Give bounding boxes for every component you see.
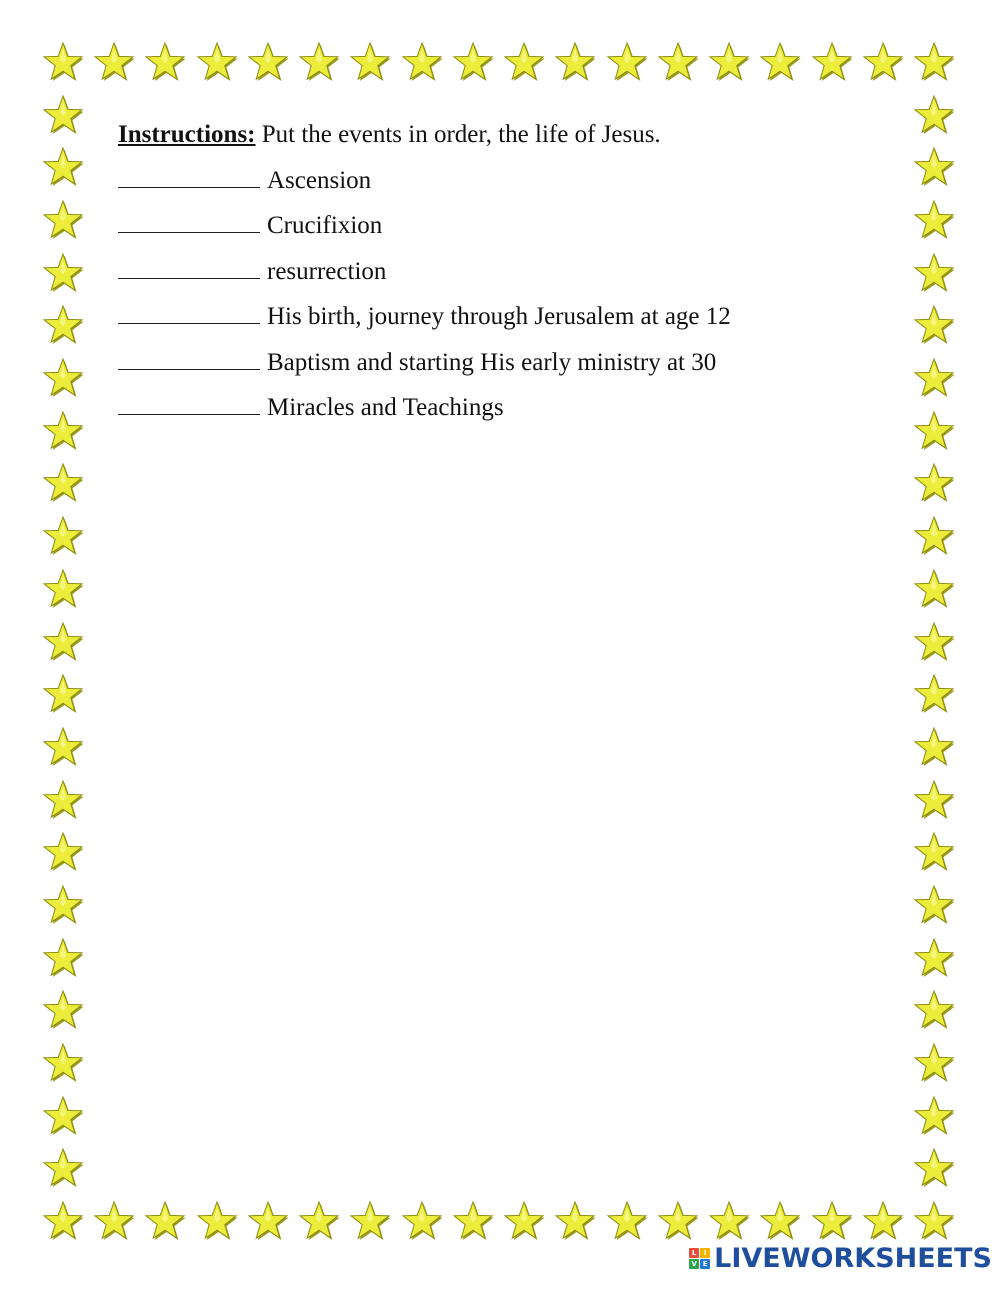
- answer-blank[interactable]: [118, 166, 260, 188]
- star-icon: [758, 1200, 802, 1244]
- star-icon: [912, 410, 956, 454]
- event-label: Crucifixion: [267, 212, 383, 239]
- star-icon: [707, 1200, 751, 1244]
- star-icon: [912, 884, 956, 928]
- star-icon: [451, 1200, 495, 1244]
- list-item: [118, 158, 898, 204]
- instructions-label: Instructions:: [118, 121, 256, 148]
- star-icon: [502, 41, 546, 85]
- star-icon: [195, 41, 239, 85]
- star-icon: [912, 357, 956, 401]
- star-icon: [912, 252, 956, 296]
- answer-blank[interactable]: [118, 393, 260, 415]
- list-item: [118, 340, 898, 386]
- star-icon: [246, 41, 290, 85]
- star-icon: [912, 462, 956, 506]
- star-icon: [41, 146, 85, 190]
- star-icon: [41, 1095, 85, 1139]
- star-icon: [400, 41, 444, 85]
- star-icon: [195, 1200, 239, 1244]
- instructions-text: Put the events in order, the life of Jesus.: [255, 121, 661, 148]
- star-icon: [41, 1200, 85, 1244]
- star-icon: [41, 462, 85, 506]
- star-icon: [912, 146, 956, 190]
- star-icon: [912, 199, 956, 243]
- star-icon: [41, 357, 85, 401]
- star-icon: [41, 779, 85, 823]
- star-icon: [758, 41, 802, 85]
- star-icon: [41, 937, 85, 981]
- star-icon: [912, 568, 956, 612]
- star-icon: [451, 41, 495, 85]
- star-icon: [41, 252, 85, 296]
- star-icon: [41, 515, 85, 559]
- star-icon: [912, 94, 956, 138]
- star-icon: [553, 41, 597, 85]
- star-icon: [605, 1200, 649, 1244]
- star-icon: [41, 1147, 85, 1191]
- list-item: [118, 249, 898, 295]
- star-icon: [912, 1042, 956, 1086]
- star-icon: [912, 831, 956, 875]
- star-icon: [810, 41, 854, 85]
- star-icon: [41, 989, 85, 1033]
- event-label: Baptism and starting His early ministry at 30: [267, 348, 717, 376]
- star-icon: [861, 1200, 905, 1244]
- star-icon: [605, 41, 649, 85]
- star-icon: [41, 621, 85, 665]
- event-label: Miracles and Teachings: [267, 394, 504, 421]
- worksheet-content: [118, 112, 898, 431]
- star-icon: [41, 726, 85, 770]
- star-icon: [502, 1200, 546, 1244]
- list-item: [118, 294, 898, 340]
- list-item: [118, 385, 898, 431]
- star-icon: [143, 41, 187, 85]
- star-icon: [810, 1200, 854, 1244]
- event-label: His birth, journey through Jerusalem at age 12: [267, 303, 731, 330]
- star-icon: [912, 937, 956, 981]
- star-icon: [553, 1200, 597, 1244]
- star-icon: [92, 41, 136, 85]
- star-icon: [41, 199, 85, 243]
- star-icon: [912, 621, 956, 665]
- star-icon: [656, 41, 700, 85]
- star-icon: [861, 41, 905, 85]
- star-icon: [41, 831, 85, 875]
- star-icon: [297, 1200, 341, 1244]
- star-icon: [41, 41, 85, 85]
- logo-icon: L I V E: [689, 1248, 710, 1269]
- answer-blank[interactable]: [118, 211, 260, 233]
- star-icon: [41, 304, 85, 348]
- answer-blank[interactable]: [118, 302, 260, 324]
- star-icon: [348, 41, 392, 85]
- liveworksheets-logo: [689, 1241, 992, 1275]
- star-icon: [41, 410, 85, 454]
- answer-blank[interactable]: [118, 348, 260, 370]
- star-icon: [246, 1200, 290, 1244]
- star-icon: [912, 1147, 956, 1191]
- list-item: [118, 203, 898, 249]
- star-icon: [92, 1200, 136, 1244]
- star-icon: [400, 1200, 444, 1244]
- star-icon: [41, 884, 85, 928]
- star-icon: [143, 1200, 187, 1244]
- star-icon: [41, 568, 85, 612]
- star-icon: [707, 41, 751, 85]
- logo-text: LIVEWORKSHEETS: [714, 1242, 992, 1274]
- star-icon: [912, 1200, 956, 1244]
- star-icon: [912, 41, 956, 85]
- star-icon: [41, 1042, 85, 1086]
- star-icon: [912, 1095, 956, 1139]
- star-icon: [912, 779, 956, 823]
- star-icon: [297, 41, 341, 85]
- answer-blank[interactable]: [118, 257, 260, 279]
- star-icon: [912, 989, 956, 1033]
- star-icon: [912, 304, 956, 348]
- instructions-line: [118, 112, 898, 158]
- event-label: resurrection: [267, 257, 387, 285]
- star-icon: [348, 1200, 392, 1244]
- star-icon: [656, 1200, 700, 1244]
- star-icon: [41, 94, 85, 138]
- star-icon: [912, 673, 956, 717]
- event-label: Ascension: [267, 166, 372, 194]
- star-icon: [912, 726, 956, 770]
- star-icon: [41, 673, 85, 717]
- star-icon: [912, 515, 956, 559]
